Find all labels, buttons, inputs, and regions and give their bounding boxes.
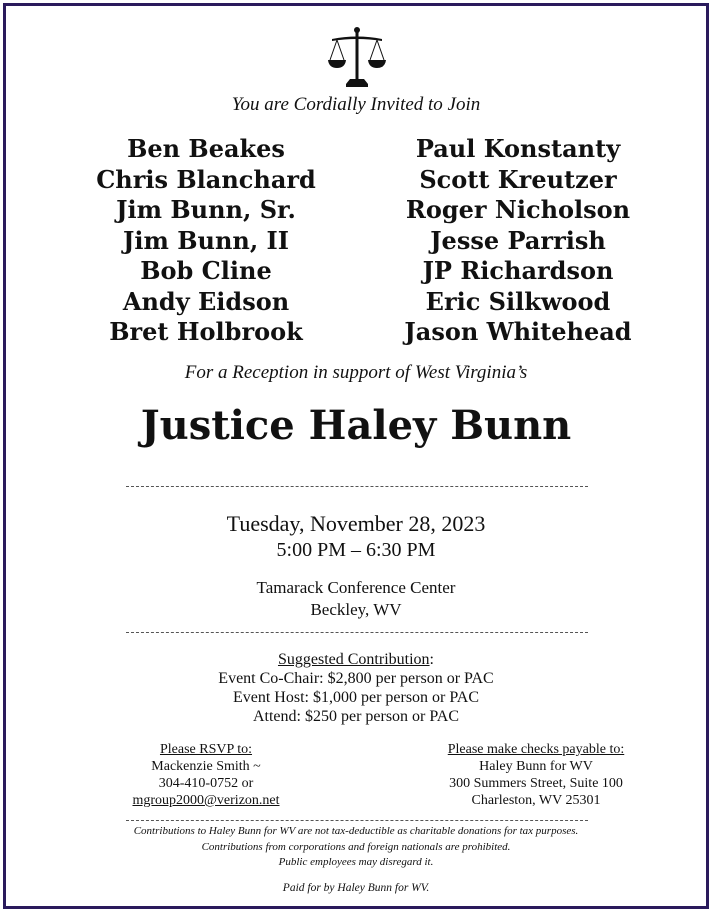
contribution-tier: Event Host: $1,000 per person or PAC bbox=[232, 689, 480, 706]
rsvp-email-link[interactable]: mgroup2000@verizon.net bbox=[132, 793, 280, 808]
host-name: Roger Nicholson bbox=[405, 195, 631, 224]
disclaimer-line: Public employees may disregard it. bbox=[278, 856, 434, 868]
disclaimer-line: Contributions from corporations and foreign nationals are prohibited. bbox=[201, 840, 511, 853]
checks-street: 300 Summers Street, Suite 100 bbox=[449, 776, 623, 791]
host-list-left bbox=[41, 134, 371, 348]
rsvp-heading: Please RSVP to: bbox=[159, 742, 253, 757]
event-city: Beckley, WV bbox=[310, 600, 402, 619]
host-name: Jim Bunn, II bbox=[122, 225, 290, 255]
host-name: Chris Blanchard bbox=[96, 164, 316, 194]
checks-city: Charleston, WV 25301 bbox=[471, 793, 601, 808]
host-name: Jason Whitehead bbox=[404, 317, 632, 346]
event-venue: Tamarack Conference Center bbox=[256, 578, 456, 597]
host-name: Eric Silkwood bbox=[425, 286, 611, 316]
invite-line: You are Cordially Invited to Join bbox=[231, 94, 481, 115]
divider bbox=[126, 486, 588, 487]
rsvp-block bbox=[86, 741, 326, 809]
contribution-heading-text: Suggested Contribution bbox=[277, 651, 430, 668]
disclaimer bbox=[6, 824, 706, 871]
host-name: JP Richardson bbox=[422, 256, 614, 285]
checks-heading: Please make checks payable to: bbox=[447, 742, 625, 757]
event-date: Tuesday, November 28, 2023 bbox=[226, 511, 486, 536]
contribution-tier: Attend: $250 per person or PAC bbox=[252, 708, 460, 725]
host-name: Jesse Parrish bbox=[430, 225, 606, 255]
checks-block bbox=[406, 741, 666, 809]
contribution-heading bbox=[6, 651, 706, 669]
paid-for-line: Paid for by Haley Bunn for WV. bbox=[282, 882, 430, 894]
contribution-heading-colon: : bbox=[429, 651, 434, 668]
rsvp-phone: 304-410-0752 or bbox=[158, 776, 254, 791]
host-list-right bbox=[353, 134, 683, 348]
divider bbox=[126, 820, 588, 821]
host-name: Bob Cline bbox=[140, 256, 272, 285]
host-name: Andy Eidson bbox=[122, 286, 290, 316]
contribution-tier: Event Co-Chair: $2,800 per person or PAC bbox=[218, 670, 494, 687]
host-name: Bret Holbrook bbox=[109, 317, 303, 346]
reception-line: For a Reception in support of West Virginia’s bbox=[184, 362, 528, 383]
checks-payee: Haley Bunn for WV bbox=[479, 759, 593, 774]
honoree-title: Justice Haley Bunn bbox=[140, 402, 572, 449]
host-name: Scott Kreutzer bbox=[419, 164, 617, 194]
divider bbox=[126, 632, 588, 633]
event-time: 5:00 PM – 6:30 PM bbox=[276, 539, 436, 561]
invitation-page bbox=[3, 3, 709, 909]
disclaimer-line: Contributions to Haley Bunn for WV are not tax-deductible as charitable donations for tax purposes. bbox=[133, 825, 579, 837]
host-name: Ben Beakes bbox=[127, 134, 285, 163]
host-name: Paul Konstanty bbox=[415, 134, 621, 163]
host-name: Jim Bunn, Sr. bbox=[116, 195, 296, 224]
scales-of-justice-icon bbox=[328, 26, 386, 88]
rsvp-name: Mackenzie Smith ~ bbox=[151, 759, 261, 774]
